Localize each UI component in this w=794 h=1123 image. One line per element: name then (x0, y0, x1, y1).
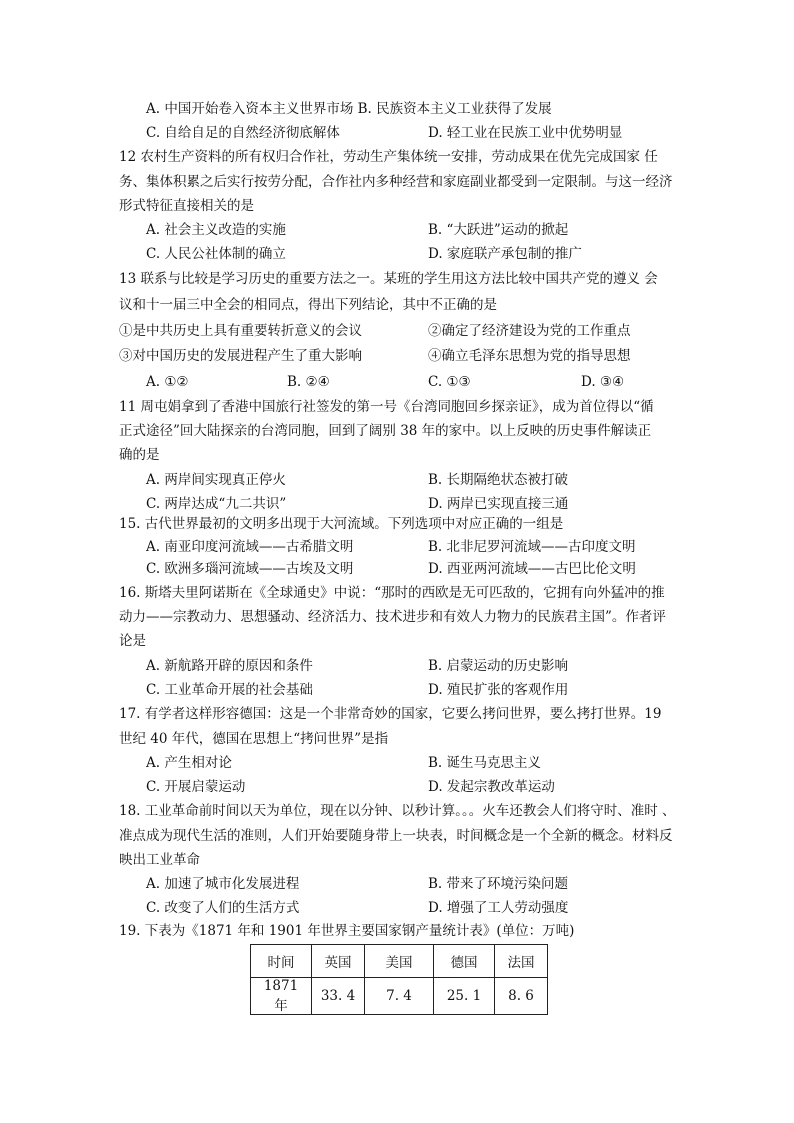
q13-statement-3: ③对中国历史的发展进程产生了重大影响 (119, 348, 362, 364)
table-header-cell: 英国 (312, 945, 365, 978)
q13-statement-1: ①是中共历史上具有重要转折意义的会议 (119, 323, 362, 339)
table-header-cell: 法国 (495, 945, 548, 978)
q14-stem-line2: 正式途径”回大陆探亲的台湾同胞，回到了阔别 38 年的家中。以上反映的历史事件解读正 (119, 423, 652, 439)
steel-output-table (250, 944, 548, 1015)
table-header-cell: 美国 (365, 945, 434, 978)
table-cell: 1871 年 (251, 978, 312, 1015)
table-cell: 7. 4 (365, 978, 434, 1015)
table-header-cell: 德国 (434, 945, 495, 978)
q18-option-d: D. 增强了工人劳动强度 (428, 900, 569, 916)
q13-stem-line2: 议和十一届三中全会的相同点，得出下列结论，其中不正确的是 (119, 297, 497, 313)
q11-option-c: C. 自给自足的自然经济彻底解体 (146, 125, 340, 141)
q15-option-b: B. 北非尼罗河流域——古印度文明 (428, 539, 636, 555)
q14-option-a: A. 两岸间实现真正停火 (146, 472, 286, 488)
q16-stem-line1: 16. 斯塔夫里阿诺斯在《全球通史》中说：“那时的西欧是无可匹敌的，它拥有向外猛冲的推 (119, 585, 665, 601)
q17-stem-line1: 17. 有学者这样形容德国：这是一个非常奇妙的国家，它要么拷问世界，要么拷打世界。19 (119, 706, 662, 722)
q18-option-b: B. 带来了环境污染问题 (428, 876, 569, 892)
q13-statement-2: ②确定了经济建设为党的工作重点 (428, 323, 631, 339)
q15-option-a: A. 南亚印度河流域——古希腊文明 (146, 539, 354, 555)
q15-option-d: D. 西亚两河流域——古巴比伦文明 (428, 561, 636, 577)
q14-option-d: D. 两岸已实现直接三通 (428, 496, 569, 512)
q17-stem-line2: 世纪 40 年代，德国在思想上“拷问世界”是指 (119, 731, 389, 747)
q18-option-a: A. 加速了城市化发展进程 (146, 876, 300, 892)
q12-option-a: A. 社会主义改造的实施 (146, 222, 286, 238)
q16-stem-line3: 论是 (119, 633, 146, 649)
q18-stem-line2: 准点成为现代生活的准则，人们开始要随身带上一块表，时间概念是一个全新的概念。材料反 (119, 828, 673, 844)
q16-option-b: B. 启蒙运动的历史影响 (428, 658, 569, 674)
q12-stem-line2: 务、集体积累之后实行按劳分配，合作社内多种经营和家庭副业都受到一定限制。与这一经济 (119, 174, 673, 190)
q18-option-c: C. 改变了人们的生活方式 (146, 900, 300, 916)
q13-option-a: A. ①② (146, 374, 189, 390)
q13-option-b: B. ②④ (287, 374, 330, 390)
q11-options-ab: A. 中国开始卷入资本主义世界市场 B. 民族资本主义工业获得了发展 (146, 101, 552, 117)
q16-stem-line2: 动力——宗教动力、思想骚动、经济活力、技术进步和有效人力物力的民族君主国”。作者评 (119, 609, 666, 625)
q17-option-b: B. 诞生马克思主义 (428, 755, 542, 771)
q13-option-d: D. ③④ (581, 374, 625, 390)
q15-stem: 15. 古代世界最初的文明多出现于大河流域。下列选项中对应正确的一组是 (119, 516, 564, 532)
q14-stem-line3: 确的是 (119, 447, 160, 463)
q12-option-c: C. 人民公社体制的确立 (146, 246, 286, 262)
q16-option-c: C. 工业革命开展的社会基础 (146, 682, 313, 698)
q14-stem-line1: 11 周屯娟拿到了香港中国旅行社签发的第一号《台湾同胞回乡探亲证》，成为首位得以“循 (119, 399, 654, 415)
table-header-cell: 时间 (251, 945, 312, 978)
q17-option-d: D. 发起宗教改革运动 (428, 779, 555, 795)
q11-option-d: D. 轻工业在民族工业中优势明显 (428, 125, 623, 141)
table-header-row (251, 945, 548, 978)
q12-option-b: B. “大跃进”运动的掀起 (428, 222, 569, 238)
table-cell: 8. 6 (495, 978, 548, 1015)
q18-stem-line1: 18. 工业革命前时间以天为单位，现在以分钟、以秒计算。。。火车还教会人们将守时、准时 、 (119, 803, 676, 819)
q12-stem-line1: 12 农村生产资料的所有权归合作社，劳动生产集体统一安排，劳动成果在优先完成国家 任 (119, 149, 658, 165)
q15-option-c: C. 欧洲多瑙河流域——古埃及文明 (146, 561, 354, 577)
q19-stem: 19. 下表为《1871 年和 1901 年世界主要国家钢产量统计表》(单位：万吨) (119, 923, 575, 939)
q13-option-c: C. ①③ (428, 374, 471, 390)
q16-option-a: A. 新航路开辟的原因和条件 (146, 658, 313, 674)
q14-option-c: C. 两岸达成“九二共识” (146, 496, 287, 512)
q12-option-d: D. 家庭联产承包制的推广 (428, 246, 582, 262)
q16-option-d: D. 殖民扩张的客观作用 (428, 682, 569, 698)
table-row (251, 978, 548, 1015)
q12-stem-line3: 形式特征直接相关的是 (119, 198, 254, 214)
q14-option-b: B. 长期隔绝状态被打破 (428, 472, 569, 488)
table-cell: 33. 4 (312, 978, 365, 1015)
q18-stem-line3: 映出工业革命 (119, 852, 200, 868)
table-cell: 25. 1 (434, 978, 495, 1015)
q13-stem-line1: 13 联系与比较是学习历史的重要方法之一。某班的学生用这方法比较中国共产党的遵义 会 (119, 271, 658, 287)
q13-statement-4: ④确立毛泽东思想为党的指导思想 (428, 348, 631, 364)
q17-option-a: A. 产生相对论 (146, 755, 232, 771)
q17-option-c: C. 开展启蒙运动 (146, 779, 246, 795)
